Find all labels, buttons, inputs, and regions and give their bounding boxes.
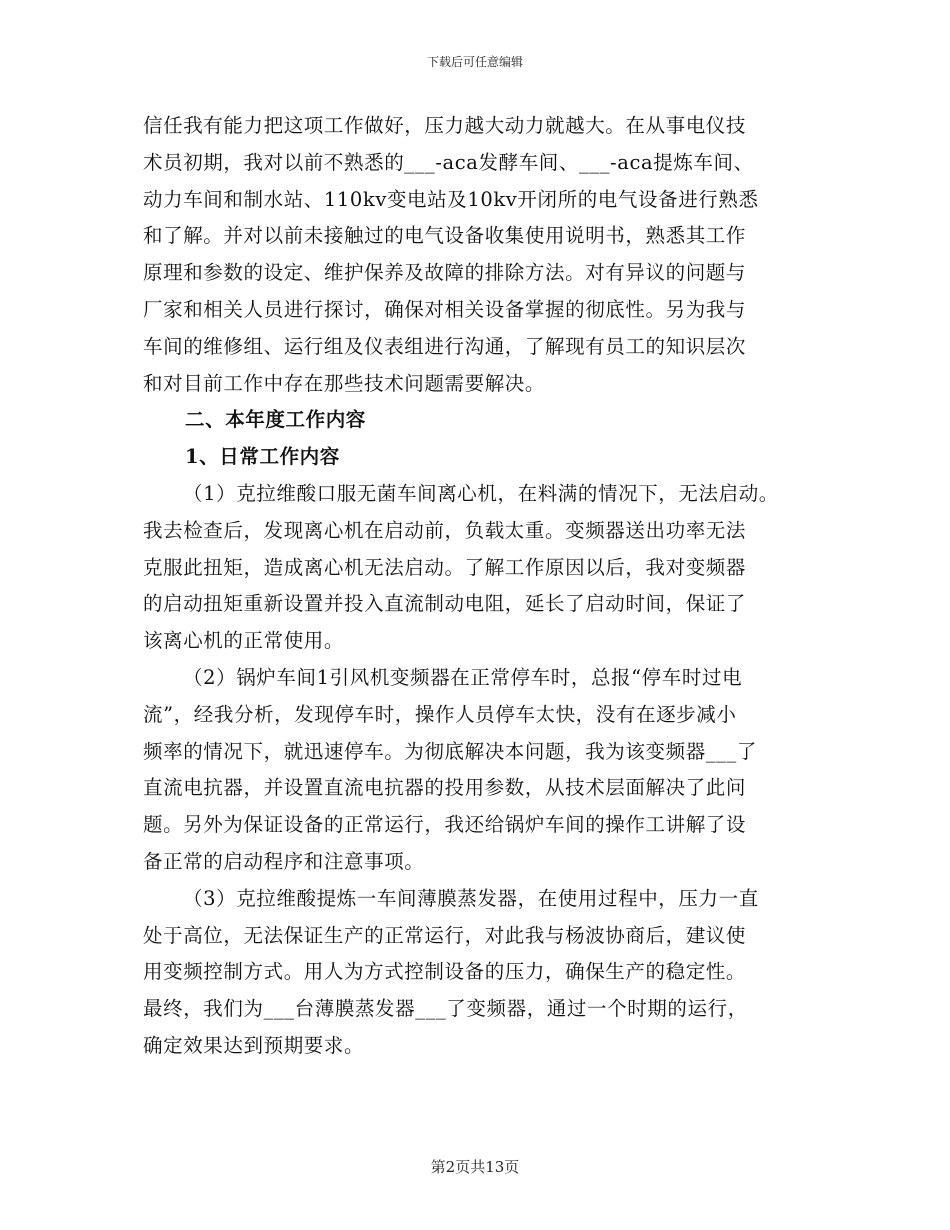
text-line: 确定效果达到预期要求。: [143, 1033, 365, 1057]
text-line: 和对目前工作中存在那些技术问题需要解决。: [143, 371, 546, 395]
text-line: 厂家和相关人员进行探讨，确保对相关设备掌握的彻底性。另为我与: [143, 297, 747, 321]
text-line: 最终，我们为___台薄膜蒸发器___了变频器，通过一个时期的运行，: [143, 997, 748, 1021]
text-line: 动力车间和制水站、110kv变电站及10kv开闭所的电气设备进行熟悉: [143, 187, 759, 211]
text-line: 备正常的启动程序和注意事项。: [143, 849, 425, 873]
text-line: 用变频控制方式。用人为方式控制设备的压力，确保生产的稳定性。: [143, 960, 747, 984]
section-heading: 二、本年度工作内容: [185, 408, 366, 432]
text-line: 处于高位，无法保证生产的正常运行，对此我与杨波协商后，建议使: [143, 923, 747, 947]
text-line: 直流电抗器，并设置直流电抗器的投用参数，从技术层面解决了此问: [143, 776, 747, 800]
page-footer: 第2页共13页: [430, 1158, 520, 1176]
text-line: 该离心机的正常使用。: [143, 629, 345, 653]
text-line: 信任我有能力把这项工作做好，压力越大动力就越大。在从事电仪技: [143, 114, 747, 137]
paragraph-start-line: （1）克拉维酸口服无菌车间离心机，在料满的情况下，无法启动。: [183, 481, 779, 505]
page-header: 下载后可任意编辑: [426, 55, 523, 69]
text-line: 频率的情况下，就迅速停车。为彻底解决本问题，我为该变频器___了: [143, 739, 757, 763]
text-line: 和了解。并对以前未接触过的电气设备收集使用说明书，熟悉其工作: [143, 224, 747, 248]
text-line: 术员初期，我对以前不熟悉的___-aca发酵车间、___-aca提炼车间、: [143, 150, 754, 174]
text-line: 题。另外为保证设备的正常运行，我还给锅炉车间的操作工讲解了设: [143, 813, 747, 837]
paragraph-start-line: （3）克拉维酸提炼一车间薄膜蒸发器，在使用过程中，压力一直: [183, 886, 759, 910]
text-line: 克服此扭矩，造成离心机无法启动。了解工作原因以后，我对变频器: [143, 555, 747, 579]
paragraph-start-line: （2）锅炉车间1引风机变频器在正常停车时，总报“停车时过电: [183, 665, 743, 689]
text-line: 我去检查后，发现离心机在启动前，负载太重。变频器送出功率无法: [143, 518, 747, 542]
text-line: 车间的维修组、运行组及仪表组进行沟通，了解现有员工的知识层次: [143, 334, 747, 358]
document-body: [143, 108, 843, 1065]
text-line: 的启动扭矩重新设置并投入直流制动电阻，延长了启动时间，保证了: [143, 592, 747, 616]
text-line: 流”，经我分析，发现停车时，操作人员停车太快，没有在逐步减小: [143, 702, 737, 726]
text-line: 原理和参数的设定、维护保养及故障的排除方法。对有异议的问题与: [143, 261, 747, 285]
subsection-heading: 1、日常工作内容: [185, 445, 340, 469]
